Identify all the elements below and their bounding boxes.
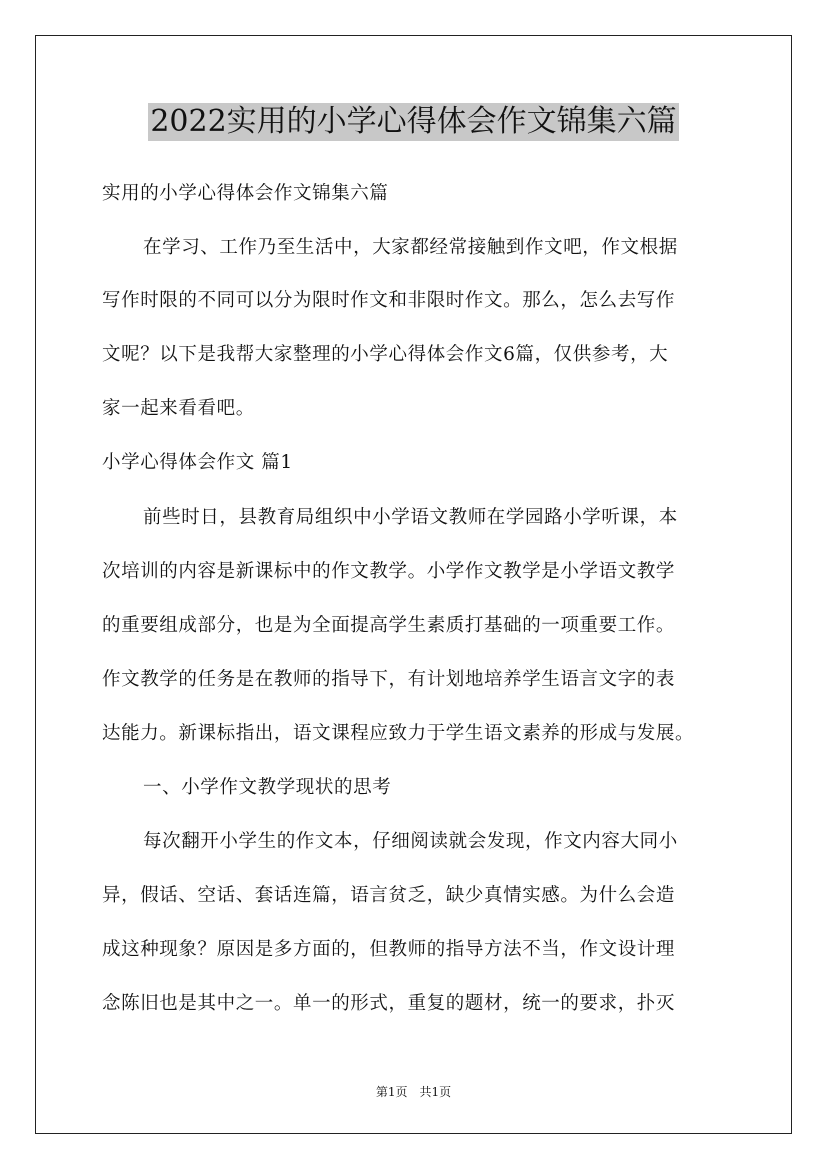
- para1-line-5: 达能力。新课标指出，语文课程应致力于学生语文素养的形成与发展。: [102, 723, 695, 744]
- para1-line-1: 前些时日，县教育局组织中小学语文教师在学园路小学听课，本: [143, 507, 678, 528]
- para2-line-3: 成这种现象？原因是多方面的，但教师的指导方法不当，作文设计理: [102, 939, 676, 960]
- para1-line-2: 次培训的内容是新课标中的作文教学。小学作文教学是小学语文教学: [102, 561, 676, 582]
- para2-line-1: 每次翻开小学生的作文本，仔细阅读就会发现，作文内容大同小: [143, 831, 678, 852]
- intro-line-1: 在学习、工作乃至生活中，大家都经常接触到作文吧，作文根据: [143, 237, 678, 258]
- para2-line-2: 异，假话、空话、套话连篇，语言贫乏，缺少真情实感。为什么会造: [102, 885, 676, 906]
- intro-line-2: 写作时限的不同可以分为限时作文和非限时作文。那么，怎么去写作: [102, 290, 676, 311]
- intro-line-3: 文呢？以下是我帮大家整理的小学心得体会作文6篇，仅供参考，大: [102, 344, 669, 365]
- para2-line-4: 念陈旧也是其中之一。单一的形式，重复的题材，统一的要求，扑灭: [102, 993, 676, 1014]
- para1-line-4: 作文教学的任务是在教师的指导下，有计划地培养学生语言文字的表: [102, 669, 676, 690]
- document-title: 2022实用的小学心得体会作文锦集六篇: [150, 104, 677, 139]
- page-footer: 第1页 共1页: [375, 1085, 452, 1099]
- title-container: [0, 103, 827, 141]
- intro-line-4: 家一起来看看吧。: [102, 398, 255, 419]
- para1-line-3: 的重要组成部分，也是为全面提高学生素质打基础的一项重要工作。: [102, 615, 676, 636]
- document-subtitle: 实用的小学心得体会作文锦集六篇: [102, 183, 389, 204]
- subheading: 一、小学作文教学现状的思考: [143, 777, 392, 798]
- section-heading: 小学心得体会作文 篇1: [102, 452, 293, 473]
